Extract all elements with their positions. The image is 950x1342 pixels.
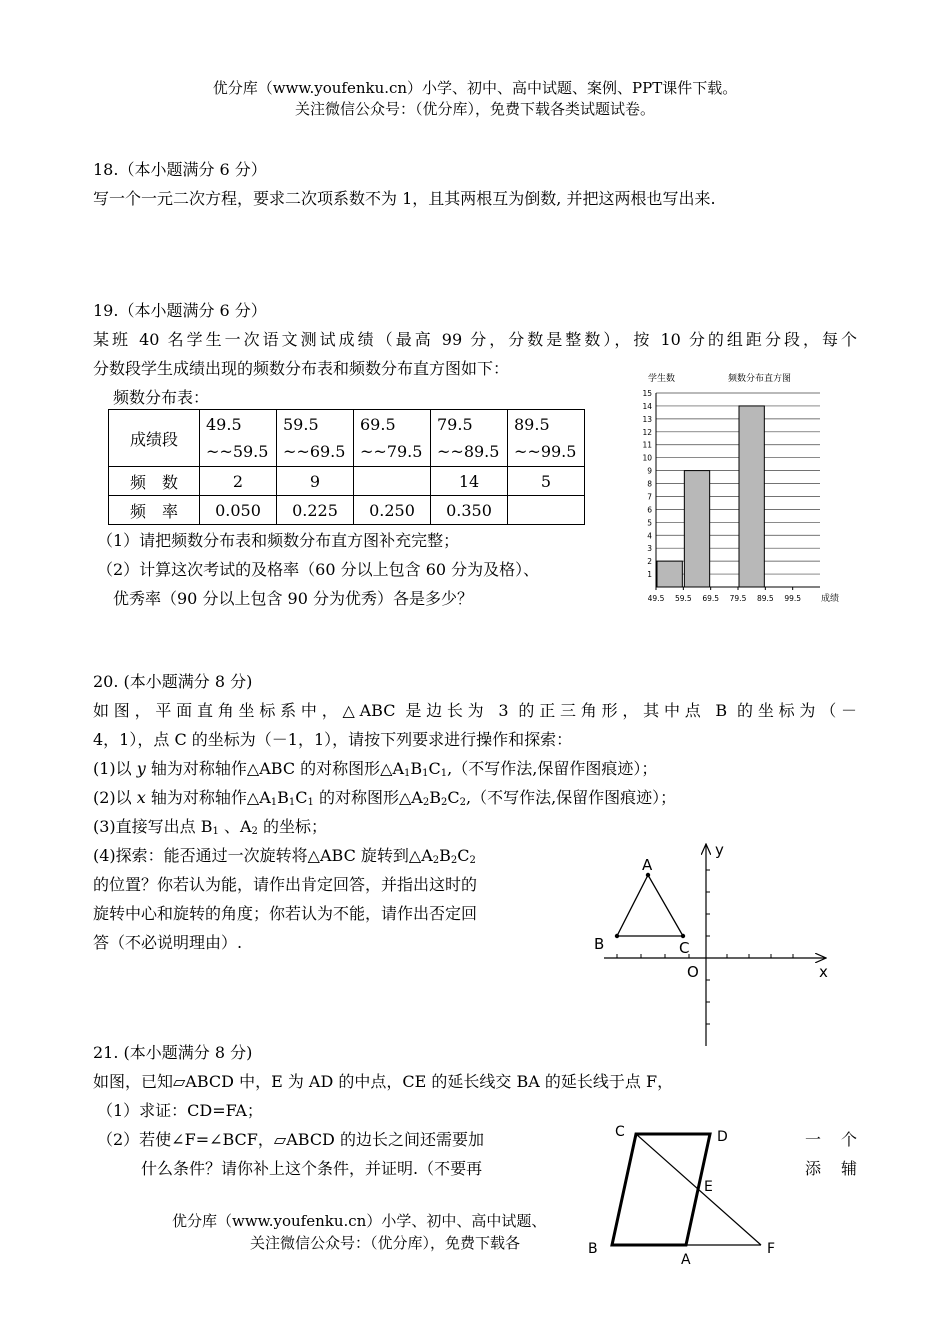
histogram-y-tick-label: 15	[642, 389, 652, 398]
label-e: E	[704, 1179, 713, 1195]
q19-part-1: （1）请把频数分布表和频数分布直方图补充完整；	[97, 531, 460, 550]
histogram-bar	[684, 471, 709, 587]
header-line-2: 关注微信公众号：（优分库），免费下载各类试题试卷。	[294, 100, 655, 118]
q19-table-caption: 频数分布表：	[113, 388, 210, 407]
histogram-title: 频数分布直方图	[728, 374, 792, 384]
q19-part-2a: （2）计算这次考试的及格率（60 分以上包含 60 分为及格）、	[97, 560, 540, 579]
label-f: F	[767, 1241, 776, 1257]
header-line-1: 优分库（www.youfenku.cn）小学、初中、高中试题、案例、PPT课件下载。	[212, 79, 738, 97]
footer-line-2: 关注微信公众号：（优分库），免费下载各	[250, 1234, 521, 1252]
label-d: D	[717, 1129, 728, 1145]
parallelogram-figure	[584, 1118, 784, 1272]
q19-part-2b: 优秀率（90 分以上包含 90 分为优秀）各是多少？	[113, 589, 473, 608]
histogram-y-tick-label: 12	[642, 427, 652, 437]
q21-title: 21. (本小题满分 8 分)	[93, 1043, 253, 1062]
q18-title: 18.（本小题满分 6 分）	[93, 160, 267, 179]
rate-cell: 0.225	[277, 496, 354, 525]
histogram-x-tick-label: 79.5	[729, 594, 747, 603]
histogram-y-tick-label: 5	[647, 518, 652, 528]
histogram-y-tick-label: 3	[647, 544, 652, 554]
histogram-x-tick-label: 99.5	[784, 594, 802, 603]
histogram-x-tick-label: 49.5	[647, 594, 665, 603]
frequency-table	[108, 409, 585, 525]
q20-part-4-line-3: 旋转中心和旋转的角度；你若认为不能，请作出否定回	[93, 904, 478, 923]
q20-part-3: (3)直接写出点 $B_1$ 、$A_2$ 的坐标；	[93, 817, 328, 837]
q20-part-1: (1)以 y 轴为对称轴作△ABC 的对称图形$\triangle A_1B_1C_1$,（不写作法,保留作图痕迹）；	[93, 759, 658, 779]
parallelogram-abcd	[612, 1134, 710, 1245]
histogram-y-tick-label: 7	[647, 492, 652, 502]
label-x-axis: x	[819, 963, 828, 981]
histogram-xlabel: 成绩	[821, 594, 840, 604]
q20-line-2: 4，1），点 C 的坐标为（－1，1），请按下列要求进行操作和探索：	[93, 730, 573, 749]
histogram-y-tick-label: 13	[642, 414, 652, 424]
label-y-axis: y	[715, 841, 724, 859]
q19-line-1: 某班 40 名学生一次语文测试成绩（最高 99 分，分数是整数），按 10 分的组距分段，每个	[93, 330, 857, 349]
frequency-cell: 2	[200, 467, 277, 496]
histogram-y-tick-label: 1	[647, 570, 652, 580]
rate-cell: 0.250	[354, 496, 431, 525]
row-header-frequency: 频 数	[109, 467, 200, 496]
rate-cell: 0.350	[431, 496, 508, 525]
rate-cell-blank	[508, 496, 585, 525]
frequency-histogram	[628, 364, 858, 610]
rate-cell: 0.050	[200, 496, 277, 525]
q19-line-2: 分数段学生成绩出现的频数分布表和频数分布直方图如下：	[93, 359, 510, 378]
row-header-rate: 频 率	[109, 496, 200, 525]
frequency-cell: 14	[431, 467, 508, 496]
histogram-y-tick-label: 4	[647, 531, 652, 541]
q21-line-1: 如图，已知▱ABCD 中，E 为 AD 的中点，CE 的延长线交 BA 的延长线于点 F，	[93, 1072, 674, 1091]
histogram-y-tick-label: 14	[642, 401, 652, 411]
frequency-cell: 5	[508, 467, 585, 496]
range-cell: 69.5 ~~79.5	[354, 410, 431, 467]
q20-part-4-line-4: 答（不必说明理由）.	[93, 933, 243, 952]
histogram-y-tick-label: 11	[642, 440, 652, 450]
point-c	[681, 934, 685, 938]
q21-part-2-line-2: 什么条件？请你补上这个条件，并证明.（不要再	[141, 1159, 483, 1178]
label-origin: O	[687, 963, 699, 981]
q21-part-2-tail-2a: 添	[805, 1159, 822, 1178]
q20-line-1: 如图，平面直角坐标系中，△ABC 是边长为 3 的正三角形，其中点 B 的坐标为（－	[93, 701, 857, 720]
q20-part-4-line-1: (4)探索：能否通过一次旋转将△ABC 旋转到$\triangle A_2B_2C_2$	[93, 846, 476, 866]
histogram-y-tick-label: 2	[647, 557, 652, 567]
q21-part-2-tail-1a: 一	[805, 1130, 822, 1149]
label-b: B	[594, 935, 605, 953]
histogram-ylabel: 学生数	[648, 374, 676, 384]
histogram-y-tick-label: 10	[642, 453, 652, 463]
range-cell: 89.5 ~~99.5	[508, 410, 585, 467]
label-c: C	[615, 1124, 625, 1140]
q21-part-2-line-1: （2）若使∠F=∠BCF，▱ABCD 的边长之间还需要加	[97, 1130, 484, 1149]
histogram-bar	[739, 406, 764, 587]
q19-title: 19.（本小题满分 6 分）	[93, 301, 267, 320]
label-a: A	[681, 1252, 691, 1268]
histogram-y-tick-label: 6	[647, 505, 652, 515]
axis-ticks	[617, 870, 793, 1024]
point-b	[615, 934, 619, 938]
range-cell: 79.5 ~~89.5	[431, 410, 508, 467]
frequency-cell: 9	[277, 467, 354, 496]
line-ce-extended	[636, 1134, 761, 1245]
histogram-x-tick-label: 59.5	[674, 594, 692, 603]
row-header-range: 成绩段	[109, 410, 200, 467]
coordinate-figure	[586, 838, 836, 1054]
range-cell: 49.5 ~~59.5	[200, 410, 277, 467]
histogram-x-tick-label: 89.5	[756, 594, 774, 603]
label-a: A	[642, 856, 653, 874]
triangle-abc	[617, 875, 683, 936]
histogram-x-tick-label: 69.5	[702, 594, 720, 603]
q20-title: 20. (本小题满分 8 分)	[93, 672, 253, 691]
histogram-bar	[657, 561, 682, 587]
q21-part-2-tail-2b: 辅	[841, 1159, 858, 1178]
histogram-y-tick-label: 8	[647, 479, 652, 489]
label-c: C	[679, 939, 690, 957]
frequency-cell-blank	[354, 467, 431, 496]
q20-part-2: (2)以 x 轴为对称轴作$\triangle A_1B_1C_1$ 的对称图形$\triangle A_2B_2C_2$,（不写作法,保留作图痕迹）；	[93, 788, 677, 808]
q21-part-2-tail-1b: 个	[841, 1130, 858, 1149]
q18-text: 写一个一元二次方程，要求二次项系数不为 1，且其两根互为倒数, 并把这两根也写出来.	[93, 189, 716, 208]
range-cell: 59.5 ~~69.5	[277, 410, 354, 467]
histogram-y-tick-label: 9	[647, 466, 652, 476]
q21-part-1: （1）求证：CD=FA；	[97, 1101, 263, 1120]
q20-part-4-line-2: 的位置？你若认为能，请作出肯定回答，并指出这时的	[93, 875, 478, 894]
label-b: B	[588, 1241, 598, 1257]
footer-line-1: 优分库（www.youfenku.cn）小学、初中、高中试题、	[172, 1212, 547, 1230]
